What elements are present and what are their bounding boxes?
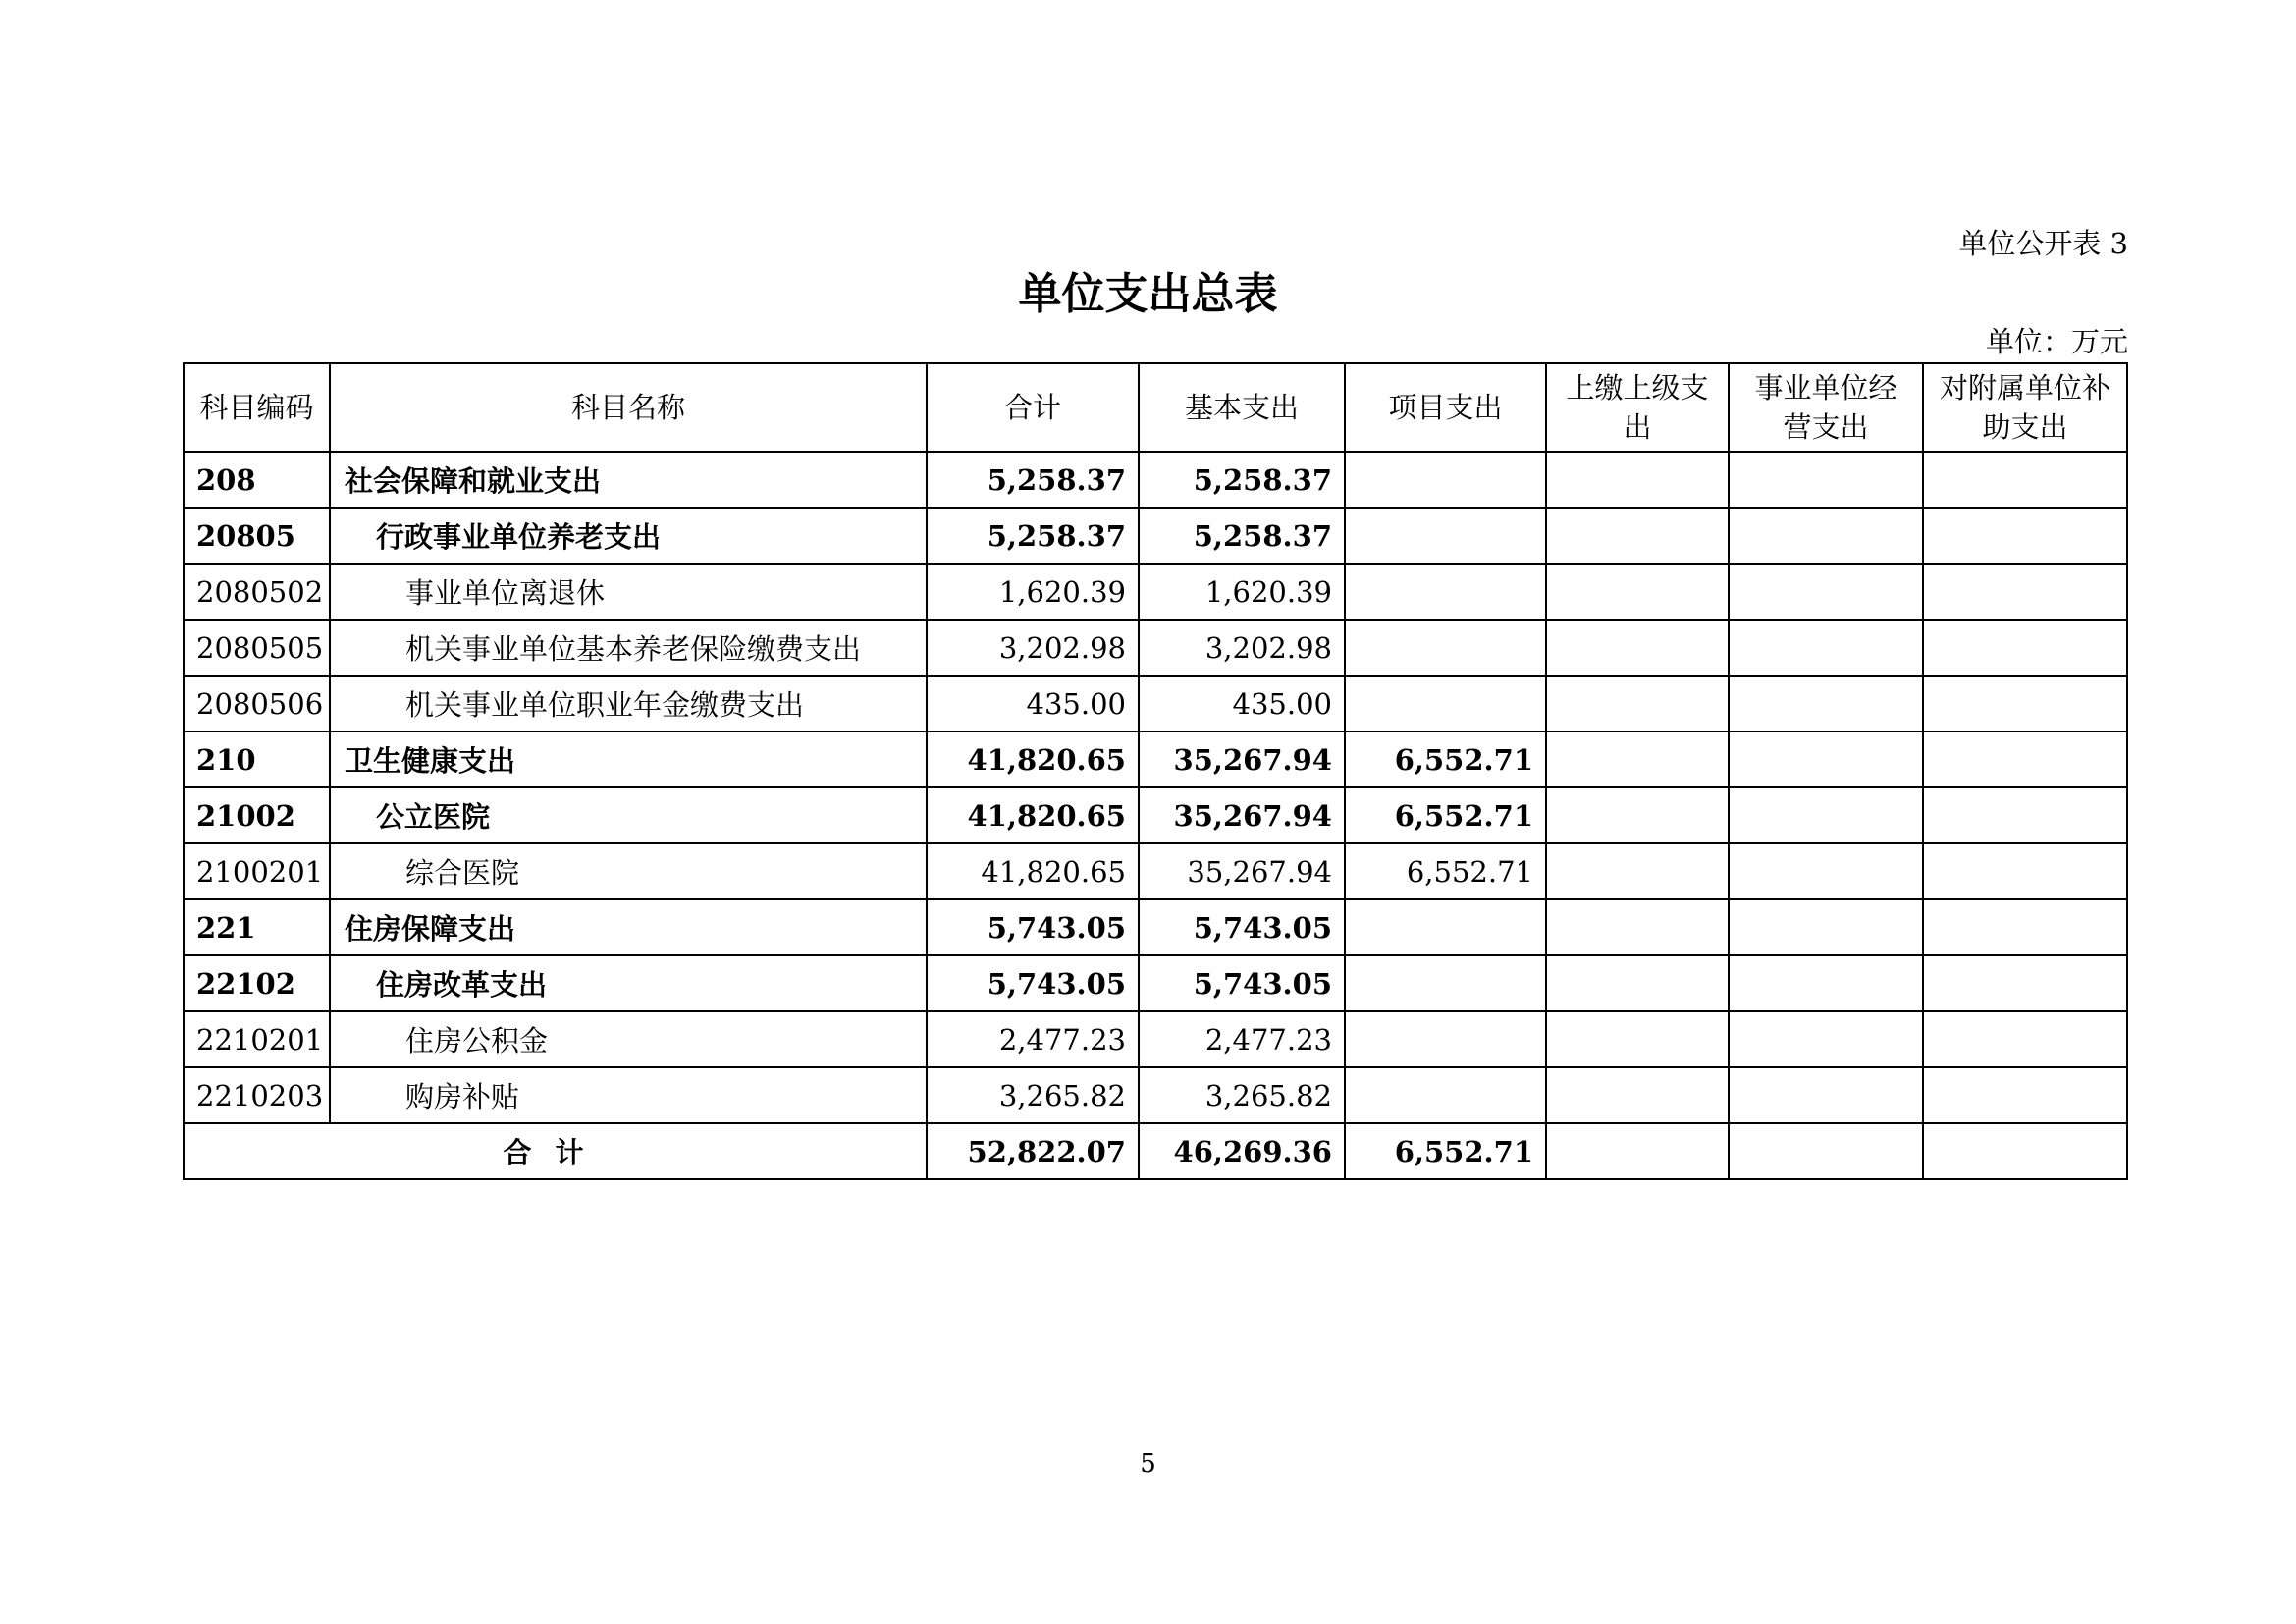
- row-remit: [1546, 1067, 1729, 1123]
- header-project: 项目支出: [1345, 363, 1546, 452]
- row-project: [1345, 1067, 1546, 1123]
- row-business: [1729, 899, 1923, 955]
- row-code: 21002: [184, 787, 330, 843]
- table-row: [184, 564, 2127, 620]
- row-business: [1729, 787, 1923, 843]
- row-subsidy: [1923, 955, 2127, 1011]
- row-basic: 5,258.37: [1139, 452, 1345, 508]
- row-name: 机关事业单位职业年金缴费支出: [330, 676, 927, 731]
- row-total: 2,477.23: [927, 1011, 1139, 1067]
- row-basic: 35,267.94: [1139, 787, 1345, 843]
- row-remit: [1546, 843, 1729, 899]
- form-label: 单位公开表 3: [1958, 227, 2128, 260]
- page-title: 单位支出总表: [1018, 269, 1278, 319]
- row-code: 221: [184, 899, 330, 955]
- total-business: [1729, 1123, 1923, 1179]
- table-row: [184, 452, 2127, 508]
- row-business: [1729, 676, 1923, 731]
- row-code: 208: [184, 452, 330, 508]
- row-name: 社会保障和就业支出: [330, 452, 927, 508]
- row-subsidy: [1923, 843, 2127, 899]
- table-row: [184, 508, 2127, 564]
- row-code: 20805: [184, 508, 330, 564]
- row-total: 5,258.37: [927, 508, 1139, 564]
- total-row: [184, 1123, 2127, 1179]
- row-subsidy: [1923, 508, 2127, 564]
- table-row: [184, 731, 2127, 787]
- row-total: 5,743.05: [927, 955, 1139, 1011]
- row-name: 公立医院: [330, 787, 927, 843]
- row-basic: 2,477.23: [1139, 1011, 1345, 1067]
- row-business: [1729, 955, 1923, 1011]
- table-row: [184, 1067, 2127, 1123]
- row-project: [1345, 508, 1546, 564]
- table-row: [184, 787, 2127, 843]
- header-business: 事业单位经营支出: [1729, 363, 1923, 452]
- row-project: [1345, 899, 1546, 955]
- row-business: [1729, 1011, 1923, 1067]
- table-row: [184, 676, 2127, 731]
- total-label: 合计: [184, 1123, 927, 1179]
- page-number: 5: [1140, 1449, 1156, 1479]
- row-basic: 435.00: [1139, 676, 1345, 731]
- row-basic: 5,743.05: [1139, 955, 1345, 1011]
- row-business: [1729, 620, 1923, 676]
- total-basic: 46,269.36: [1139, 1123, 1345, 1179]
- table-row: [184, 899, 2127, 955]
- row-remit: [1546, 620, 1729, 676]
- row-remit: [1546, 899, 1729, 955]
- row-project: [1345, 955, 1546, 1011]
- row-total: 5,258.37: [927, 452, 1139, 508]
- row-subsidy: [1923, 1011, 2127, 1067]
- row-subsidy: [1923, 899, 2127, 955]
- row-subsidy: [1923, 731, 2127, 787]
- row-name: 住房公积金: [330, 1011, 927, 1067]
- row-project: [1345, 620, 1546, 676]
- row-business: [1729, 1067, 1923, 1123]
- row-business: [1729, 731, 1923, 787]
- row-remit: [1546, 676, 1729, 731]
- row-remit: [1546, 452, 1729, 508]
- row-name: 住房改革支出: [330, 955, 927, 1011]
- row-total: 5,743.05: [927, 899, 1139, 955]
- total-remit: [1546, 1123, 1729, 1179]
- row-business: [1729, 452, 1923, 508]
- table-row: [184, 620, 2127, 676]
- row-code: 22102: [184, 955, 330, 1011]
- row-business: [1729, 843, 1923, 899]
- row-basic: 3,265.82: [1139, 1067, 1345, 1123]
- row-code: 2100201: [184, 843, 330, 899]
- row-basic: 5,743.05: [1139, 899, 1345, 955]
- row-code: 2080505: [184, 620, 330, 676]
- total-sum: 52,822.07: [927, 1123, 1139, 1179]
- row-code: 2210203: [184, 1067, 330, 1123]
- row-subsidy: [1923, 620, 2127, 676]
- row-basic: 35,267.94: [1139, 731, 1345, 787]
- row-subsidy: [1923, 1067, 2127, 1123]
- row-project: 6,552.71: [1345, 843, 1546, 899]
- header-basic: 基本支出: [1139, 363, 1345, 452]
- total-project: 6,552.71: [1345, 1123, 1546, 1179]
- row-remit: [1546, 787, 1729, 843]
- row-basic: 3,202.98: [1139, 620, 1345, 676]
- row-name: 购房补贴: [330, 1067, 927, 1123]
- row-total: 41,820.65: [927, 787, 1139, 843]
- header-total: 合计: [927, 363, 1139, 452]
- row-total: 435.00: [927, 676, 1139, 731]
- row-project: 6,552.71: [1345, 731, 1546, 787]
- row-remit: [1546, 508, 1729, 564]
- header-remit: 上缴上级支出: [1546, 363, 1729, 452]
- row-project: [1345, 1011, 1546, 1067]
- unit-label: 单位：万元: [1985, 325, 2128, 358]
- row-basic: 5,258.37: [1139, 508, 1345, 564]
- row-remit: [1546, 731, 1729, 787]
- row-basic: 35,267.94: [1139, 843, 1345, 899]
- total-subsidy: [1923, 1123, 2127, 1179]
- table-row: [184, 843, 2127, 899]
- row-code: 2080506: [184, 676, 330, 731]
- header-name: 科目名称: [330, 363, 927, 452]
- expenditure-table: [183, 362, 2128, 1180]
- row-code: 210: [184, 731, 330, 787]
- row-project: [1345, 452, 1546, 508]
- row-total: 3,202.98: [927, 620, 1139, 676]
- row-subsidy: [1923, 787, 2127, 843]
- row-business: [1729, 564, 1923, 620]
- row-name: 事业单位离退休: [330, 564, 927, 620]
- row-code: 2080502: [184, 564, 330, 620]
- row-subsidy: [1923, 676, 2127, 731]
- row-total: 41,820.65: [927, 731, 1139, 787]
- row-project: 6,552.71: [1345, 787, 1546, 843]
- table-row: [184, 1011, 2127, 1067]
- row-project: [1345, 564, 1546, 620]
- row-name: 住房保障支出: [330, 899, 927, 955]
- row-total: 41,820.65: [927, 843, 1139, 899]
- row-subsidy: [1923, 452, 2127, 508]
- row-business: [1729, 508, 1923, 564]
- row-remit: [1546, 564, 1729, 620]
- header-subsidy: 对附属单位补助支出: [1923, 363, 2127, 452]
- row-remit: [1546, 955, 1729, 1011]
- row-name: 卫生健康支出: [330, 731, 927, 787]
- row-name: 行政事业单位养老支出: [330, 508, 927, 564]
- row-basic: 1,620.39: [1139, 564, 1345, 620]
- table-row: [184, 955, 2127, 1011]
- row-name: 机关事业单位基本养老保险缴费支出: [330, 620, 927, 676]
- row-project: [1345, 676, 1546, 731]
- row-name: 综合医院: [330, 843, 927, 899]
- table-header-row: [184, 363, 2127, 452]
- row-total: 1,620.39: [927, 564, 1139, 620]
- row-subsidy: [1923, 564, 2127, 620]
- row-total: 3,265.82: [927, 1067, 1139, 1123]
- header-code: 科目编码: [184, 363, 330, 452]
- row-code: 2210201: [184, 1011, 330, 1067]
- row-remit: [1546, 1011, 1729, 1067]
